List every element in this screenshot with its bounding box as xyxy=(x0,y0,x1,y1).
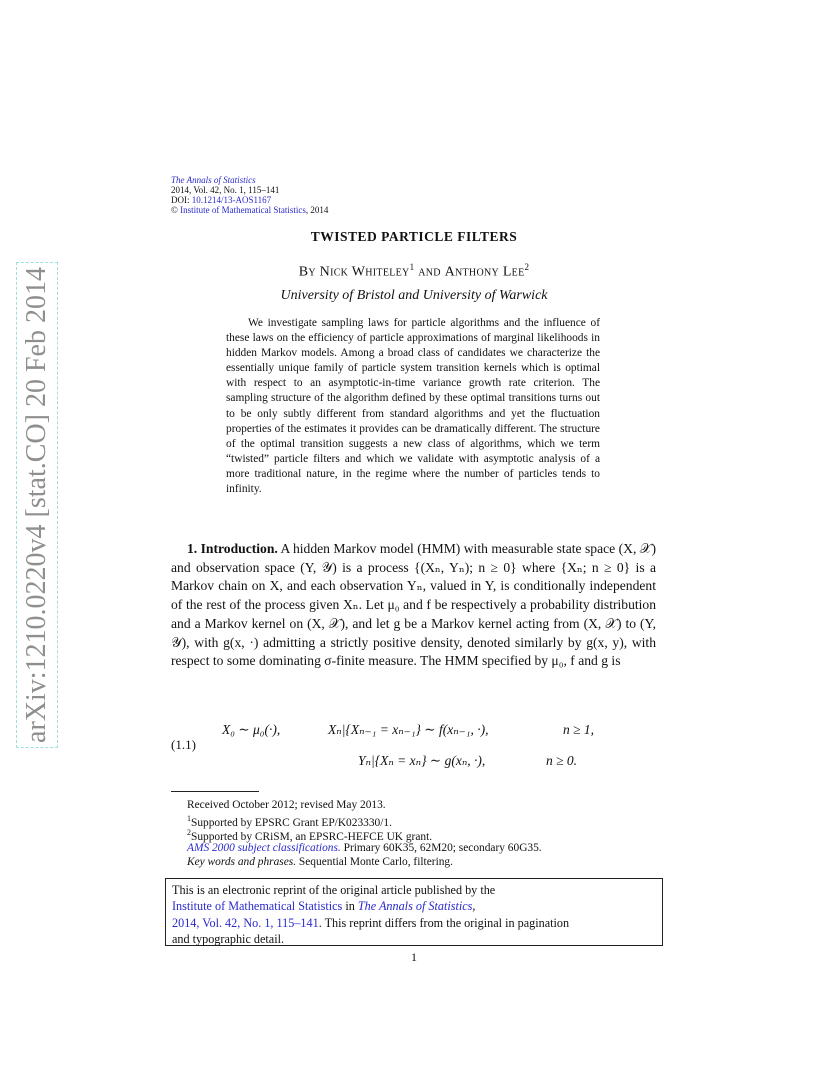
ams-link[interactable]: AMS 2000 subject classifications. xyxy=(187,842,341,854)
reprint-ims-link[interactable]: Institute of Mathematical Statistics xyxy=(172,899,343,914)
journal-header xyxy=(171,175,328,215)
footnote-1-text: Supported by EPSRC Grant EP/K023330/1. xyxy=(191,816,392,829)
intro-line-8: respect to some dominating σ-finite measure. The HMM specified by μ₀, f xyxy=(171,653,575,669)
reprint-in: in xyxy=(342,899,358,914)
intro-line-4: in Y, is conditionally independent of the rest of the process given Xₙ. Let xyxy=(171,578,656,613)
journal-doi xyxy=(171,195,328,205)
abstract: We investigate sampling laws for particle algorithms and the influence of these laws on the efficiency of particle approximations of marginal likelihoods in hidden Markov models. Among a broad class of candidates we characterize the essentially unique family of particle system transition kernels which is optimal with respect to an asymptotic-in-time variance growth rate criterion. The sampling structure of the algorithm defined by these optimal transitions turns out to be only subtly different from standard algorithms and yet the fluctuation properties of the estimates it provides can be dramatically different. The structure of the optimal transition suggests a new class of algorithms, which we term “twisted” particle filters and which we validate with asymptotic analysis of a more traditional nature, in the regime where the number of particles tends to infinity. xyxy=(226,317,600,496)
copyright-year: , 2014 xyxy=(305,205,329,215)
copyright-icon: © xyxy=(171,205,178,215)
keywords-text: Sequential Monte Carlo, filtering. xyxy=(296,856,453,868)
ams-classification xyxy=(187,841,542,855)
paper-title: TWISTED PARTICLE FILTERS xyxy=(310,229,518,244)
equation-number: (1.1) xyxy=(171,737,196,752)
reprint-line-3 xyxy=(172,915,656,931)
author-1: Nick Whiteley xyxy=(319,264,410,280)
reprint-notice xyxy=(165,878,663,946)
equation-row1-condition: n ≥ 1, xyxy=(563,722,595,737)
equation-row2-condition: n ≥ 0. xyxy=(546,753,578,768)
introduction-paragraph xyxy=(171,540,656,671)
intro-line-9: and g is xyxy=(578,653,621,669)
author-line xyxy=(0,262,828,281)
reprint-citation-link[interactable]: 2014, Vol. 42, No. 1, 115–141 xyxy=(172,915,319,930)
intro-line-3: where {Xₙ; n ≥ 0} is a Markov chain on X, and each observation Yₙ, valued xyxy=(171,559,656,594)
keywords-label: Key words and phrases. xyxy=(187,856,297,868)
reprint-line-4: and typographic detail. xyxy=(172,931,285,946)
arxiv-id: arXiv:1210.0220v4 [stat.CO] 20 Feb 2014 xyxy=(21,267,52,743)
doi-link[interactable]: 10.1214/13-AOS1167 xyxy=(191,195,272,205)
intro-line-6: on (X, 𝒳), and let g be a Markov kernel acting from (X, 𝒳) to (Y, 𝒴), with xyxy=(171,615,656,650)
author-2: Anthony Lee xyxy=(444,264,525,280)
intro-line-7: g(x, ·) admitting a strictly positive density, denoted similarly by g(x, y), with xyxy=(223,634,656,650)
page-number: 1 xyxy=(411,950,417,964)
received-note: Received October 2012; revised May 2013. xyxy=(187,799,386,811)
doi-label: DOI: xyxy=(171,195,192,205)
section-heading: 1. Introduction. xyxy=(187,541,278,556)
author-by: By xyxy=(298,264,316,280)
journal-name-link[interactable]: The Annals of Statistics xyxy=(171,175,256,185)
equation-row2-observation: Yₙ|{Xₙ = xₙ} ∼ g(xₙ, ·), xyxy=(358,753,486,768)
equation-row1-transition: Xₙ|{Xₙ₋₁ = xₙ₋₁} ∼ f(xₙ₋₁, ·), xyxy=(328,722,489,737)
reprint-text-2: . This reprint differs from the original in pagination xyxy=(318,915,570,930)
author-and: and xyxy=(418,264,441,280)
intro-line-2: space (X, 𝒳) and observation space (Y, 𝒴) is a process {(Xₙ, Yₙ); n ≥ 0} xyxy=(171,541,656,575)
reprint-comma: , xyxy=(472,899,476,914)
affiliation: University of Bristol and University of Warwick xyxy=(280,288,548,303)
ims-link[interactable]: Institute of Mathematical Statistics xyxy=(180,205,306,215)
arxiv-stamp xyxy=(16,262,58,748)
reprint-line-1: This is an electronic reprint of the original article published by the xyxy=(172,883,496,897)
footnote-2-mark: 2 xyxy=(187,828,191,837)
ams-text: Primary 60K35, 62M20; secondary 60G35. xyxy=(340,842,542,854)
intro-line-1: A hidden Markov model (HMM) with measurable state xyxy=(280,541,582,556)
footnote-divider xyxy=(171,791,259,792)
reprint-journal-link[interactable]: The Annals of Statistics xyxy=(357,899,473,914)
journal-volume: 2014, Vol. 42, No. 1, 115–141 xyxy=(171,185,280,195)
reprint-line-2 xyxy=(172,898,656,914)
author-1-footnote-mark: 1 xyxy=(409,262,415,272)
journal-copyright xyxy=(171,205,328,215)
footnote-2-text: Supported by CRiSM, an EPSRC-HEFCE UK grant. xyxy=(191,830,433,843)
footnote-1-mark: 1 xyxy=(187,814,191,823)
intro-line-5: μ₀ and f be respectively a probability distribution and a Markov kernel xyxy=(171,597,657,631)
keywords xyxy=(187,855,453,869)
author-2-footnote-mark: 2 xyxy=(524,262,530,272)
equation-row1-initial: X₀ ∼ μ₀(·), xyxy=(222,722,281,737)
